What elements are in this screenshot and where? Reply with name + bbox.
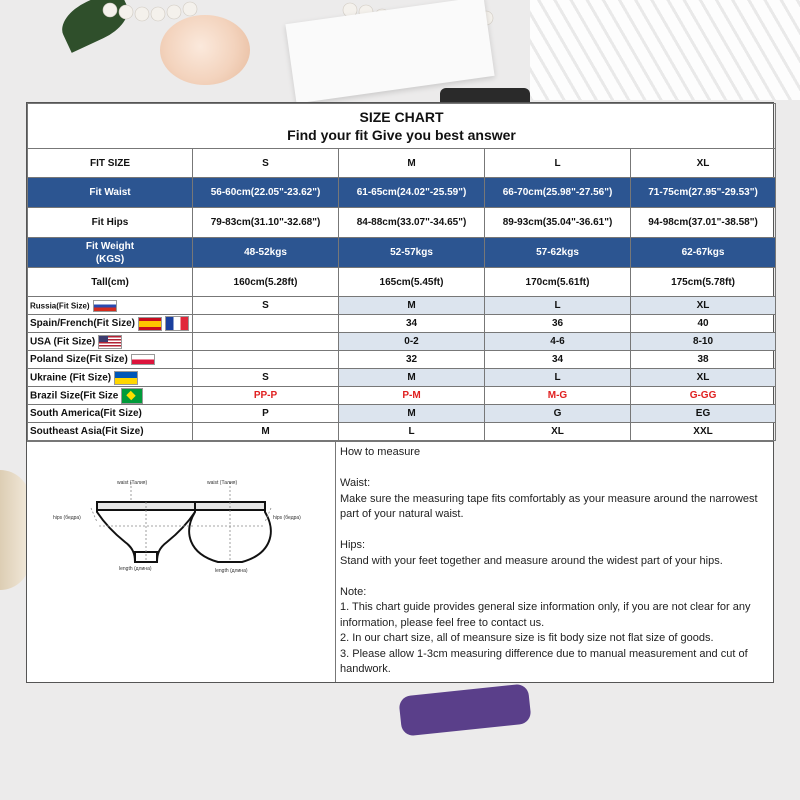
hips-text: Stand with your feet together and measure around the widest part of your hips. (340, 554, 723, 567)
cell: G-GG (631, 387, 776, 405)
row-usa (28, 333, 776, 351)
cell (193, 315, 339, 333)
label-ukraine (28, 369, 193, 387)
cell: 71-75cm(27.95"-29.53") (631, 178, 776, 208)
cell: 66-70cm(25.98"-27.56") (485, 178, 631, 208)
header-row (28, 149, 776, 178)
cell: M (339, 297, 485, 315)
background-wire-basket (530, 0, 800, 100)
size-chart (26, 102, 774, 683)
cell: 52-57kgs (339, 238, 485, 268)
header-fit-size: FIT SIZE (28, 149, 193, 178)
label-south-america: South America(Fit Size) (28, 405, 193, 423)
usa-flag-icon (98, 335, 122, 349)
title-row (28, 104, 776, 149)
cell: 79-83cm(31.10"-32.68") (193, 208, 339, 238)
cell: 34 (339, 315, 485, 333)
label-brazil (28, 387, 193, 405)
cell: P-M (339, 387, 485, 405)
cell: S (193, 297, 339, 315)
row-fit-weight (28, 238, 776, 268)
chart-title: SIZE CHART (359, 109, 444, 125)
cell: 38 (631, 351, 776, 369)
briefs-diagram-icon (27, 442, 336, 682)
cell: L (485, 297, 631, 315)
cell: 34 (485, 351, 631, 369)
cell: XL (631, 297, 776, 315)
note-title: Note: (340, 585, 367, 598)
cell: 61-65cm(24.02"-25.59") (339, 178, 485, 208)
cell: M-G (485, 387, 631, 405)
label-fit-weight: Fit Weight (KGS) (28, 238, 193, 268)
label-poland (28, 351, 193, 369)
measurement-diagram (27, 442, 336, 682)
poland-flag-icon (131, 354, 155, 365)
label-text: Russia(Fit Size) (30, 301, 90, 311)
row-brazil (28, 387, 776, 405)
cell: 89-93cm(35.04"-36.61") (485, 208, 631, 238)
cell (193, 333, 339, 351)
cell: PP-P (193, 387, 339, 405)
length-label-back: length (длина) (215, 568, 248, 574)
hips-label-front: hips (бедра) (53, 515, 81, 521)
header-l: L (485, 149, 631, 178)
ukraine-flag-icon (114, 371, 138, 385)
label-text: Ukraine (Fit Size) (30, 372, 112, 384)
row-fit-waist (28, 178, 776, 208)
cell: 32 (339, 351, 485, 369)
length-label-front: length (длина) (119, 566, 152, 572)
cell: XL (631, 369, 776, 387)
hips-label-back: hips (бедра) (273, 515, 301, 521)
row-tall (28, 268, 776, 297)
header-xl: XL (631, 149, 776, 178)
waist-text: Make sure the measuring tape fits comfortably as your measure around the narrowest part of your natural waist. (340, 492, 758, 520)
background-purple-fabric (398, 683, 531, 736)
cell: 56-60cm(22.05"-23.62") (193, 178, 339, 208)
cell: 4-6 (485, 333, 631, 351)
waist-title: Waist: (340, 477, 371, 489)
cell: P (193, 405, 339, 423)
brazil-flag-icon (121, 388, 143, 404)
waist-label-front: waist (Талия) (117, 480, 148, 486)
title-cell (28, 104, 776, 149)
waist-label-back: waist (Талия) (207, 480, 238, 486)
header-m: M (339, 149, 485, 178)
row-southeast-asia (28, 423, 776, 441)
cell: 170cm(5.61ft) (485, 268, 631, 297)
france-flag-icon (165, 316, 189, 331)
label-southeast-asia: Southeast Asia(Fit Size) (28, 423, 193, 441)
spain-flag-icon (138, 317, 162, 331)
russia-flag-icon (93, 300, 117, 312)
cell: S (193, 369, 339, 387)
row-russia (28, 297, 776, 315)
instructions-heading: How to measure (340, 446, 421, 458)
cell: 48-52kgs (193, 238, 339, 268)
cell: 8-10 (631, 333, 776, 351)
row-spain-french (28, 315, 776, 333)
note-2: 2. In our chart size, all of meansure size is fit body size not flat size of goods. (340, 632, 714, 644)
cell: M (193, 423, 339, 441)
cell: 36 (485, 315, 631, 333)
row-ukraine (28, 369, 776, 387)
label-spain-french (28, 315, 193, 333)
row-poland (28, 351, 776, 369)
label-usa (28, 333, 193, 351)
cell: 94-98cm(37.01"-38.58") (631, 208, 776, 238)
cell: EG (631, 405, 776, 423)
cell: L (339, 423, 485, 441)
label-tall: Tall(cm) (28, 268, 193, 297)
note-3: 3. Please allow 1-3cm measuring difference due to manual measurement and cut of handwork. (340, 647, 748, 675)
cell: M (339, 405, 485, 423)
size-table (27, 103, 776, 441)
cell (193, 351, 339, 369)
label-text: Poland Size(Fit Size) (30, 354, 128, 366)
cell: XL (485, 423, 631, 441)
label-fit-waist: Fit Waist (28, 178, 193, 208)
label-text: Spain/French(Fit Size) (30, 318, 136, 330)
cell: 62-67kgs (631, 238, 776, 268)
cell: 57-62kgs (485, 238, 631, 268)
chart-subtitle: Find your fit Give you best answer (287, 127, 516, 143)
cell: 0-2 (339, 333, 485, 351)
measure-section (27, 441, 773, 682)
hips-title: Hips: (340, 539, 366, 551)
cell: L (485, 369, 631, 387)
cell: 175cm(5.78ft) (631, 268, 776, 297)
row-south-america (28, 405, 776, 423)
row-fit-hips (28, 208, 776, 238)
cell: 165cm(5.45ft) (339, 268, 485, 297)
cell: 84-88cm(33.07"-34.65") (339, 208, 485, 238)
note-1: 1. This chart guide provides general size information only, if you are not clear for any information, please feel free to contact us. (340, 601, 751, 629)
background-flower (160, 15, 250, 85)
cell: 40 (631, 315, 776, 333)
header-s: S (193, 149, 339, 178)
cell: M (339, 369, 485, 387)
label-russia (28, 297, 193, 315)
cell: G (485, 405, 631, 423)
label-fit-hips: Fit Hips (28, 208, 193, 238)
cell: 160cm(5.28ft) (193, 268, 339, 297)
label-text: USA (Fit Size) (30, 336, 96, 348)
label-text: Brazil Size(Fit Size (30, 390, 119, 402)
cell: XXL (631, 423, 776, 441)
measure-instructions (336, 442, 773, 682)
